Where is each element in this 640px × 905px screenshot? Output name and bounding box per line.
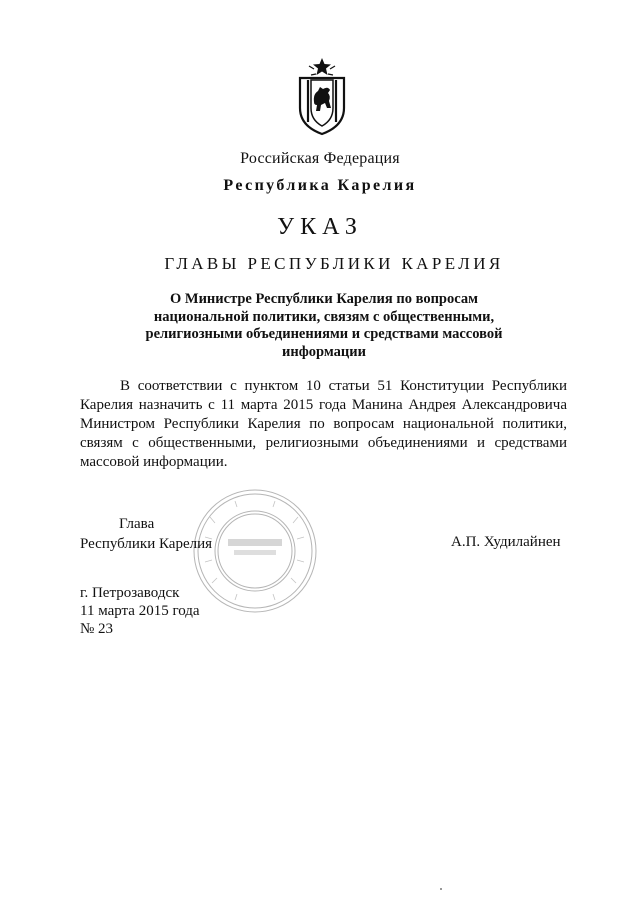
issue-date: 11 марта 2015 года — [80, 603, 200, 619]
document-footer — [80, 584, 200, 638]
signatory-role — [80, 514, 212, 554]
issue-city: г. Петрозаводск — [80, 585, 180, 601]
signatory-role-line2: Республики Карелия — [80, 536, 213, 552]
decree-title: О Министре Республики Карелия по вопросам национальной политики, связям с общественными, религиозными объединениями и средствами массовой информации — [145, 291, 503, 360]
scan-speck — [440, 888, 442, 890]
decree-issuer: ГЛАВЫ РЕСПУБЛИКИ КАРЕЛИЯ — [164, 254, 504, 273]
signatory-role-line1: Глава — [119, 516, 155, 532]
signatory-name: А.П. Худилайнен — [451, 534, 561, 550]
decree-number: № 23 — [80, 621, 114, 637]
decree-body: В соответствии с пунктом 10 статьи 51 Конституции Республики Карелия назначить с 11 марта 2015 года Манина Андрея Александровича Министром Республики Карелия по вопросам национальной политики, связям с общественными, религиозными объединениями и средствами массовой информации. — [80, 378, 567, 470]
country-name: Российская Федерация — [240, 150, 400, 167]
decree-type: УКАЗ — [277, 214, 363, 240]
republic-name: Республика Карелия — [223, 177, 417, 194]
karelia-coat-of-arms-icon — [295, 56, 349, 136]
